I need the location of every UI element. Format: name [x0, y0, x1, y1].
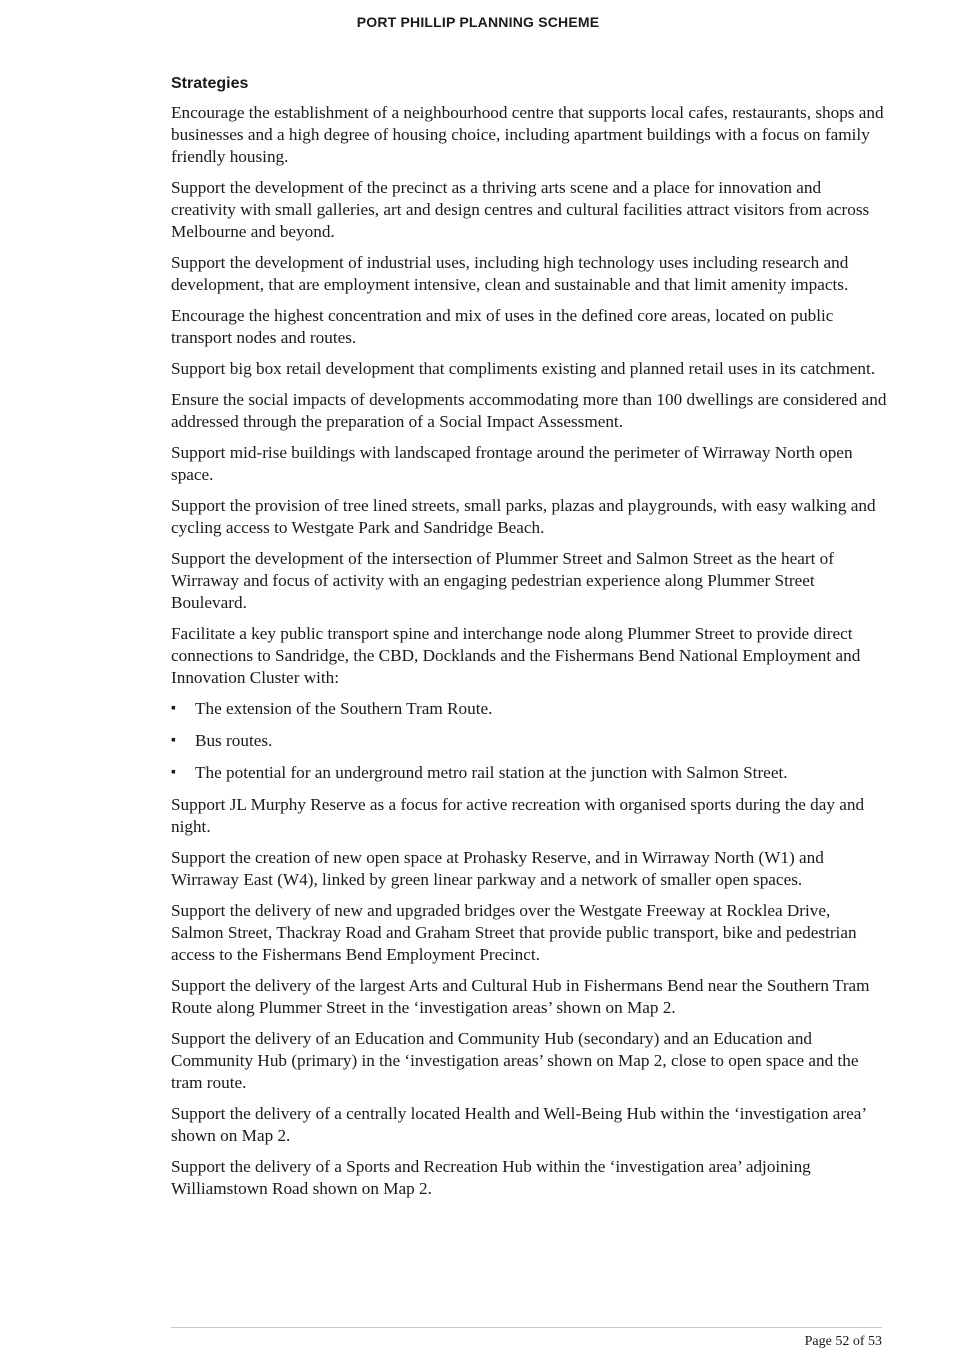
strategy-paragraph: Encourage the establishment of a neighbourhood centre that supports local cafes, restaurants, shops and businesses and a high degree of housing choice, including apartment buildings with a focus on family friendly housing. [171, 103, 884, 166]
bullet-item [171, 762, 887, 784]
strategy-paragraph: Support the development of the intersection of Plummer Street and Salmon Street as the heart of Wirraway and focus of activity with an engaging pedestrian experience along Plummer Street Boulevard. [171, 549, 834, 612]
strategy-paragraph: Ensure the social impacts of developments accommodating more than 100 dwellings are considered and addressed through the preparation of a Social Impact Assessment. [171, 390, 887, 431]
strategy-paragraph: Support the development of the precinct as a thriving arts scene and a place for innovation and creativity with small galleries, art and design centres and cultural facilities attract visitors from across Melbourne and beyond. [171, 178, 870, 241]
strategy-paragraph: Support the development of industrial uses, including high technology uses including research and development, that are employment intensive, clean and sustainable and that limit amenity impacts. [171, 253, 849, 294]
page-header: PORT PHILLIP PLANNING SCHEME [356, 14, 600, 30]
section-heading: Strategies [171, 75, 249, 92]
strategy-paragraph: Support the delivery of a centrally located Health and Well-Being Hub within the ‘investigation area’ shown on Map 2. [171, 1104, 866, 1145]
bullet-icon: ▪ [171, 765, 176, 780]
strategy-paragraph: Support JL Murphy Reserve as a focus for active recreation with organised sports during the day and night. [171, 795, 865, 836]
strategy-paragraph: Support the delivery of a Sports and Recreation Hub within the ‘investigation area’ adjoining Williamstown Road shown on Map 2. [171, 1157, 811, 1198]
bullet-item [171, 730, 887, 752]
strategy-paragraph: Facilitate a key public transport spine and interchange node along Plummer Street to provide direct connections to Sandridge, the CBD, Docklands and the Fishermans Bend National Employment and Innovation Cluster with: [171, 624, 861, 687]
bullet-text: The potential for an underground metro rail station at the junction with Salmon Street. [195, 763, 788, 782]
bullet-icon: ▪ [171, 701, 176, 716]
strategy-paragraph: Support big box retail development that compliments existing and planned retail uses in its catchment. [171, 359, 876, 378]
strategy-paragraph: Support the provision of tree lined streets, small parks, plazas and playgrounds, with easy walking and cycling access to Westgate Park and Sandridge Beach. [171, 496, 876, 537]
page-number: Page 52 of 53 [804, 1334, 882, 1349]
bullet-text: Bus routes. [195, 731, 273, 750]
strategy-paragraph: Support mid-rise buildings with landscaped frontage around the perimeter of Wirraway North open space. [171, 443, 853, 484]
strategy-paragraph: Support the delivery of the largest Arts and Cultural Hub in Fishermans Bend near the Southern Tram Route along Plummer Street in the ‘investigation areas’ shown on Map 2. [171, 976, 870, 1017]
footer-divider [171, 1327, 882, 1328]
bullet-icon: ▪ [171, 733, 176, 748]
strategy-paragraph: Support the creation of new open space at Prohasky Reserve, and in Wirraway North (W1) and Wirraway East (W4), linked by green linear parkway and a network of smaller open spaces. [171, 848, 824, 889]
bullet-item [171, 698, 887, 720]
bullet-text: The extension of the Southern Tram Route. [195, 699, 493, 718]
strategy-paragraph: Support the delivery of new and upgraded bridges over the Westgate Freeway at Rocklea Drive, Salmon Street, Thackray Road and Graham Street that provide public transport, bike and pedestrian access to the Fishermans Bend Employment Precinct. [171, 901, 857, 964]
strategy-paragraph: Support the delivery of an Education and Community Hub (secondary) and an Education and Community Hub (primary) in the ‘investigation areas’ shown on Map 2, close to open space and the tram route. [171, 1029, 859, 1092]
bullet-list [171, 698, 887, 784]
document-body [171, 73, 887, 1209]
strategy-paragraph: Encourage the highest concentration and mix of uses in the defined core areas, located on public transport nodes and routes. [171, 306, 834, 347]
